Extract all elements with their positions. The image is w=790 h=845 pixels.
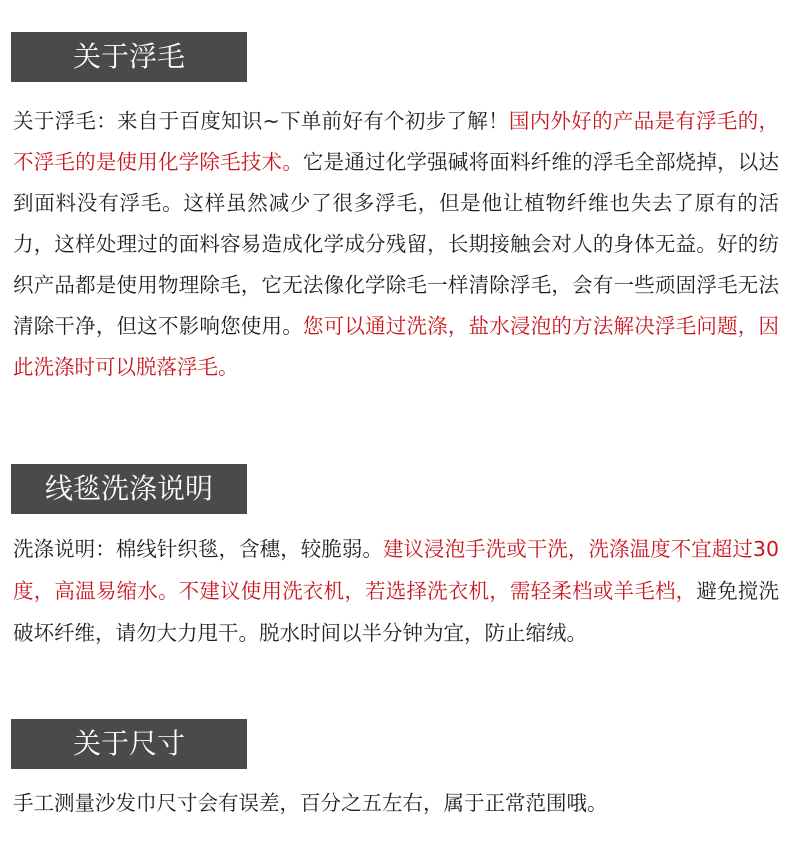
washing-highlight: 建议浸泡手洗或干洗，洗涤温度不宜超过30度，高温易缩水。不建议使用洗衣机，若选择洗衣机，需轻柔档或羊毛档， [13,537,779,603]
heading-text: 关于尺寸 [72,727,185,760]
section-heading-about-pilling [11,32,247,82]
section-heading-washing [11,464,247,514]
pilling-body: 它是通过化学强碱将面料纤维的浮毛全部烧掉，以达到面料没有浮毛。这样虽然减少了很多浮毛，但是他让植物纤维也失去了原有的活力，这样处理过的面料容易造成化学成分残留，长期接触会对人的身体无益。好的纺织产品都是使用物理除毛，它无法像化学除毛一样清除浮毛，会有一些顽固浮毛无法清除干净，但这不影响您使用。 [13,150,780,338]
size-note: 手工测量沙发巾尺寸会有误差，百分之五左右，属于正常范围哦。 [13,791,608,815]
pilling-intro: 关于浮毛：来自于百度知识~下单前好有个初步了解！ [13,109,509,133]
washing-body: 避免搅洗破坏纤维，请勿大力甩干。脱水时间以半分钟为宜，防止缩绒。 [13,579,779,645]
washing-intro: 洗涤说明：棉线针织毯，含穗，较脆弱。 [13,537,383,561]
pilling-highlight-1: 国内外好的产品是有浮毛的，不浮毛的是使用化学除毛技术。 [13,109,779,174]
pilling-paragraph [13,101,779,388]
washing-paragraph [13,528,779,654]
heading-text: 关于浮毛 [72,40,185,73]
section-heading-size [11,719,247,769]
pilling-highlight-2: 您可以通过洗涤，盐水浸泡的方法解决浮毛问题，因此洗涤时可以脱落浮毛。 [13,314,780,379]
heading-text: 线毯洗涤说明 [44,472,213,505]
size-paragraph [13,783,779,824]
